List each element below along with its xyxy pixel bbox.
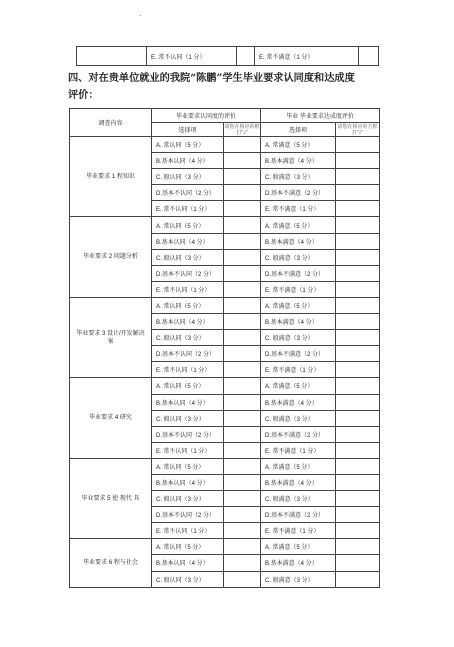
requirement-label: 毕业要求 5 使 现代 具 [70,458,152,538]
recognition-checkbox[interactable] [224,394,261,410]
achievement-checkbox[interactable] [336,378,380,394]
achievement-option: E. 常不满意（1 分） [261,201,336,217]
recognition-checkbox[interactable] [224,555,261,571]
achievement-option: A. 常满意（5 分） [261,378,336,394]
achievement-option: C. 般满意（3 分） [261,169,336,185]
table-body [70,137,380,588]
recognition-option: A. 常认同（5 分） [152,378,224,394]
achievement-option: D.基本不满意（2 分） [261,346,336,362]
achievement-checkbox[interactable] [336,137,380,153]
recognition-checkbox[interactable] [224,330,261,346]
requirement-label: 毕业要求 1 程知识 [70,137,152,217]
achievement-checkbox[interactable] [336,507,380,523]
recognition-checkbox[interactable] [224,153,261,169]
achievement-option: B.基本满意（4 分） [261,153,336,169]
recognition-checkbox[interactable] [224,217,261,233]
achievement-checkbox[interactable] [336,185,380,201]
achievement-option: C. 般满意（3 分） [261,410,336,426]
subheader-mark: 请您在相应的方框打“√” [337,123,378,136]
recognition-option: E. 常不认同（1 分） [152,362,224,378]
header-achievement: 毕业 毕业要求达成度评价 [261,109,380,123]
achievement-checkbox[interactable] [336,169,380,185]
survey-table [69,108,380,588]
recognition-checkbox[interactable] [224,458,261,474]
recognition-checkbox[interactable] [224,571,261,587]
recognition-option: D.基本不认同（2 分） [152,507,224,523]
achievement-option: A. 常满意（5 分） [261,458,336,474]
requirement-label: 毕业要求 2 问题分析 [70,217,152,297]
achievement-checkbox[interactable] [336,571,380,587]
achievement-checkbox[interactable] [336,442,380,458]
recognition-checkbox[interactable] [224,507,261,523]
recognition-checkbox[interactable] [224,249,261,265]
achievement-option: B.基本满意（4 分） [261,233,336,249]
achievement-checkbox[interactable] [336,523,380,539]
recognition-option: D.基本不认同（2 分） [152,265,224,281]
checkbox-cell[interactable] [359,47,379,66]
option-right: E. 常不满意（1 分） [255,47,359,66]
achievement-checkbox[interactable] [336,233,380,249]
recognition-option: D.基本不认同（2 分） [152,426,224,442]
achievement-option: D.基本不满意（2 分） [261,507,336,523]
achievement-checkbox[interactable] [336,491,380,507]
checkbox-cell[interactable] [237,47,255,66]
achievement-option: D.基本不满意（2 分） [261,185,336,201]
achievement-option: B.基本满意（4 分） [261,394,336,410]
recognition-option: E. 常不认同（1 分） [152,523,224,539]
achievement-option: C. 般满意（3 分） [261,491,336,507]
achievement-checkbox[interactable] [336,362,380,378]
recognition-checkbox[interactable] [224,346,261,362]
recognition-checkbox[interactable] [224,137,261,153]
recognition-option: C. 般认同（3 分） [152,169,224,185]
table-row [70,458,380,474]
table-row [70,378,380,394]
achievement-option: C. 般满意（3 分） [261,249,336,265]
subheader-mark: 请您在相应的框打“√” [224,123,260,136]
section-heading [68,70,398,104]
recognition-checkbox[interactable] [224,265,261,281]
achievement-checkbox[interactable] [336,153,380,169]
header-recognition: 毕业要求认同度的评价 [152,109,261,123]
achievement-checkbox[interactable] [336,555,380,571]
recognition-option: B.基本认同（4 分） [152,233,224,249]
recognition-checkbox[interactable] [224,297,261,313]
requirement-label: 毕业要求 3 设计/开发解决案 [70,297,152,377]
recognition-checkbox[interactable] [224,491,261,507]
achievement-option: B.基本满意（4 分） [261,474,336,490]
recognition-checkbox[interactable] [224,523,261,539]
option-left: E. 常不认同（1 分） [147,47,237,66]
requirement-label: 毕业要求 6 程与社会 [70,539,152,587]
scan-speck [140,15,141,16]
achievement-option: B.基本满意（4 分） [261,314,336,330]
subheader-choice: 选择项 [261,123,336,137]
achievement-checkbox[interactable] [336,330,380,346]
achievement-option: A. 常满意（5 分） [261,539,336,555]
subheader-choice: 选择项 [152,123,224,137]
recognition-checkbox[interactable] [224,314,261,330]
table-row [70,217,380,233]
table-row [77,47,379,66]
recognition-option: C. 般认同（3 分） [152,491,224,507]
recognition-checkbox[interactable] [224,169,261,185]
empty-cell [77,47,147,66]
achievement-checkbox[interactable] [336,458,380,474]
recognition-checkbox[interactable] [224,281,261,297]
achievement-option: E. 常不满意（1 分） [261,442,336,458]
achievement-checkbox[interactable] [336,394,380,410]
achievement-option: C. 般满意（3 分） [261,571,336,587]
achievement-checkbox[interactable] [336,474,380,490]
recognition-option: B.基本认同（4 分） [152,474,224,490]
recognition-option: B.基本认同（4 分） [152,153,224,169]
recognition-option: A. 常认同（5 分） [152,539,224,555]
recognition-option: D.基本不认同（2 分） [152,346,224,362]
recognition-checkbox[interactable] [224,410,261,426]
recognition-option: E. 常不认同（1 分） [152,442,224,458]
table-header-row [70,109,380,123]
recognition-checkbox[interactable] [224,539,261,555]
recognition-option: A. 常认同（5 分） [152,137,224,153]
recognition-checkbox[interactable] [224,442,261,458]
achievement-checkbox[interactable] [336,297,380,313]
heading-line-1: 四、对在贵单位就业的我院“陈鹏”学生毕业要求认同度和达成度 [68,72,355,84]
achievement-checkbox[interactable] [336,426,380,442]
achievement-option: C. 般满意（3 分） [261,330,336,346]
achievement-option: D.基本不满意（2 分） [261,265,336,281]
achievement-checkbox[interactable] [336,249,380,265]
recognition-option: B.基本认同（4 分） [152,314,224,330]
achievement-option: A. 常满意（5 分） [261,217,336,233]
achievement-checkbox[interactable] [336,265,380,281]
achievement-option: A. 常满意（5 分） [261,297,336,313]
recognition-option: A. 常认同（5 分） [152,458,224,474]
previous-table-tail [76,46,379,66]
recognition-checkbox[interactable] [224,233,261,249]
achievement-checkbox[interactable] [336,346,380,362]
achievement-option: D.基本不满意（2 分） [261,426,336,442]
table-row [70,297,380,313]
achievement-option: A. 常满意（5 分） [261,137,336,153]
recognition-option: B.基本认同（4 分） [152,394,224,410]
achievement-option: E. 常不满意（1 分） [261,523,336,539]
achievement-checkbox[interactable] [336,314,380,330]
recognition-option: E. 常不认同（1 分） [152,281,224,297]
achievement-checkbox[interactable] [336,539,380,555]
table-row [70,539,380,555]
recognition-checkbox[interactable] [224,474,261,490]
recognition-option: D.基本不认同（2 分） [152,185,224,201]
recognition-option: C. 般认同（3 分） [152,249,224,265]
achievement-option: E. 常不满意（1 分） [261,362,336,378]
recognition-checkbox[interactable] [224,426,261,442]
recognition-option: C. 般认同（3 分） [152,330,224,346]
recognition-checkbox[interactable] [224,362,261,378]
recognition-option: A. 常认同（5 分） [152,217,224,233]
recognition-option: C. 般认同（3 分） [152,571,224,587]
achievement-checkbox[interactable] [336,217,380,233]
achievement-checkbox[interactable] [336,281,380,297]
header-survey-content: 调查内容 [70,109,152,137]
recognition-option: A. 常认同（5 分） [152,297,224,313]
table-row [70,137,380,153]
achievement-option: E. 常不满意（1 分） [261,281,336,297]
achievement-checkbox[interactable] [336,201,380,217]
requirement-label: 毕业要求 4 研究 [70,378,152,458]
recognition-option: E. 常不认同（1 分） [152,201,224,217]
heading-line-2: 评价： [68,89,99,101]
recognition-option: C. 般认同（3 分） [152,410,224,426]
recognition-checkbox[interactable] [224,378,261,394]
recognition-checkbox[interactable] [224,201,261,217]
recognition-checkbox[interactable] [224,185,261,201]
achievement-checkbox[interactable] [336,410,380,426]
recognition-option: B.基本认同（4 分） [152,555,224,571]
achievement-option: B.基本满意（4 分） [261,555,336,571]
